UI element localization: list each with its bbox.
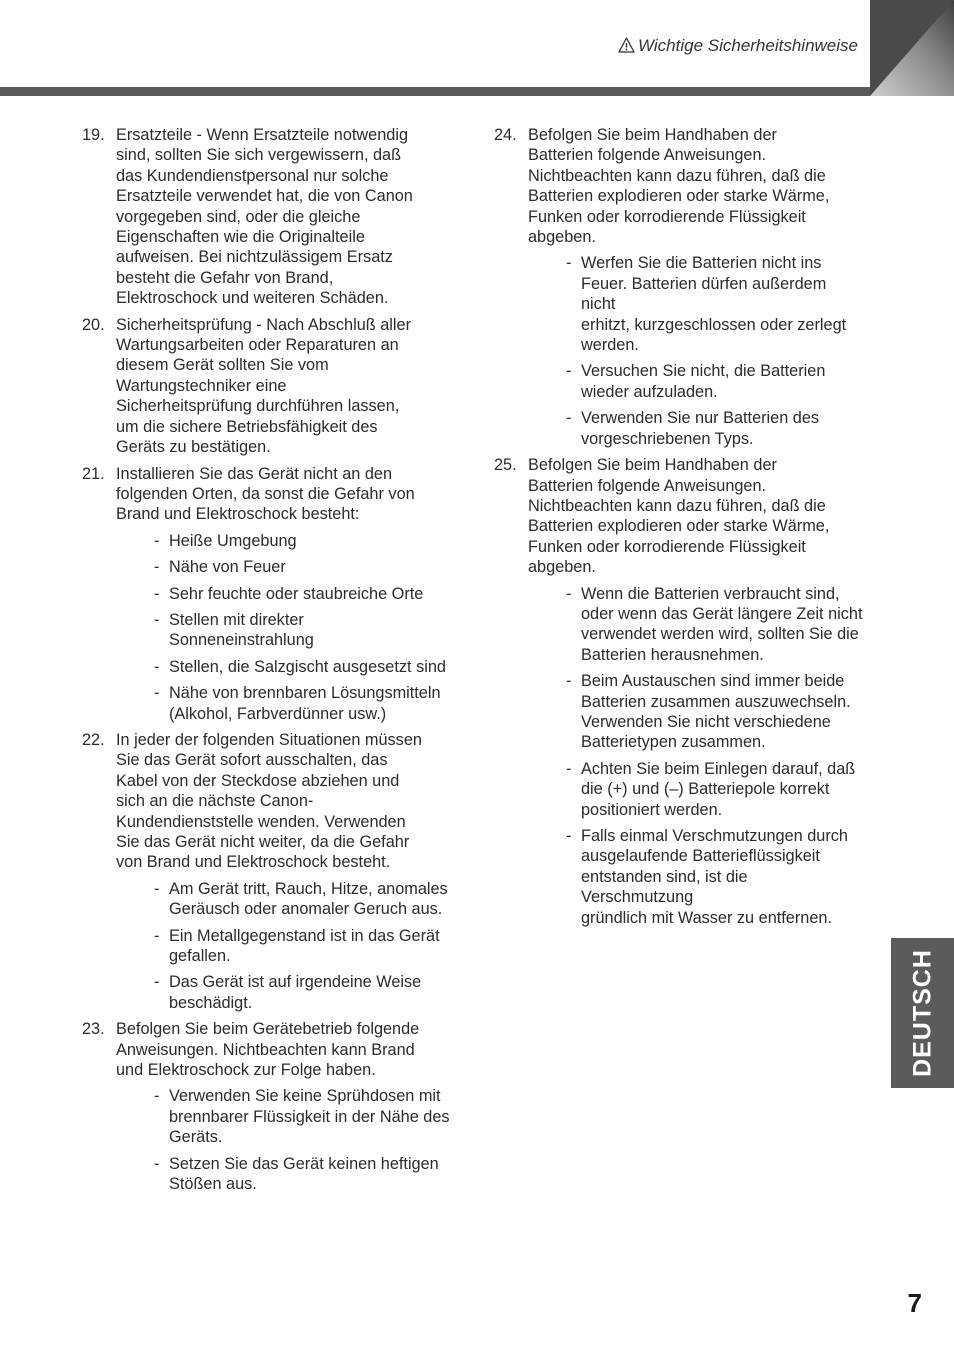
text-line: diesem Gerät sollten Sie vom (116, 356, 329, 375)
text-line: Achten Sie beim Einlegen darauf, daß (581, 759, 856, 778)
text-line: gefallen. (169, 947, 231, 966)
text-line: um die sichere Betriebsfähigkeit des (116, 417, 378, 436)
item-number: 19. (82, 126, 105, 144)
list-item (494, 125, 864, 449)
text-line: Befolgen Sie beim Gerätebetrieb folgende (116, 1020, 420, 1039)
text-line: entstanden sind, ist die Verschmutzung (581, 867, 748, 907)
text-line: wieder aufzuladen. (581, 382, 718, 401)
sub-item (528, 408, 864, 449)
text-line: das Kundendienstpersonal nur solche (116, 166, 389, 185)
bullet-dash: - (154, 926, 160, 945)
sub-item (116, 557, 452, 577)
header-rule (0, 87, 872, 96)
bullet-dash: - (154, 558, 160, 577)
language-tab (891, 938, 954, 1088)
text-line: Sicherheitsprüfung - Nach Abschluß aller (116, 315, 412, 334)
text-line: die (+) und (–) Batteriepole korrekt (581, 780, 830, 799)
text-line: Funken oder korrodierende Flüssigkeit (528, 207, 806, 226)
text-line: abgeben. (528, 228, 596, 247)
text-line: Batterietypen zusammen. (581, 733, 766, 752)
text-line: Das Gerät ist auf irgendeine Weise (169, 973, 422, 992)
text-line: Wartungsarbeiten oder Reparaturen an (116, 336, 399, 355)
sub-item (116, 1086, 452, 1147)
bullet-dash: - (566, 827, 572, 845)
text-line: Anweisungen. Nichtbeachten kann Brand (116, 1040, 415, 1059)
item-number: 24. (494, 126, 517, 144)
text-line: Batterien explodieren oder starke Wärme, (528, 187, 830, 206)
item-text (116, 125, 452, 309)
list-item (82, 315, 452, 458)
page-number: 7 (907, 1288, 922, 1318)
item-text (528, 455, 864, 577)
text-line: Installieren Sie das Gerät nicht an den (116, 464, 393, 483)
bullet-dash: - (154, 531, 160, 550)
text-line: Batterien folgende Anweisungen. (528, 146, 767, 165)
text-line: Batterien explodieren oder starke Wärme, (528, 517, 830, 536)
text-line: Stellen mit direkter Sonneneinstrahlung (169, 610, 314, 650)
text-line: Stellen, die Salzgischt ausgesetzt sind (169, 657, 446, 676)
text-line: folgenden Orten, da sonst die Gefahr von (116, 484, 415, 503)
item-text (528, 125, 864, 247)
text-line: Funken oder korrodierende Flüssigkeit (528, 537, 806, 556)
text-line: Nähe von brennbaren Lösungsmitteln (169, 684, 441, 703)
bullet-dash: - (566, 584, 572, 603)
text-line: Sicherheitsprüfung durchführen lassen, (116, 397, 400, 416)
sub-item (116, 683, 452, 724)
sub-item (116, 972, 452, 1013)
sub-item (528, 253, 864, 355)
text-line: erhitzt, kurzgeschlossen oder zerlegt (581, 315, 847, 334)
sub-item (116, 584, 452, 604)
item-number: 21. (82, 464, 105, 483)
corner-gradient-tab (870, 0, 954, 96)
list-item (82, 1019, 452, 1194)
text-line: Wenn die Batterien verbraucht sind, (581, 584, 840, 603)
text-line: besteht die Gefahr von Brand, (116, 268, 334, 287)
text-line: Ersatzteile verwendet hat, die von Canon (116, 187, 413, 206)
text-line: (Alkohol, Farbverdünner usw.) (169, 704, 387, 723)
item-text (116, 730, 452, 873)
bullet-dash: - (154, 1087, 160, 1106)
text-line: verwendet werden wird, sollten Sie die (581, 625, 859, 644)
sub-item (116, 531, 452, 551)
text-line: Brand und Elektroschock besteht: (116, 505, 360, 524)
text-line: Versuchen Sie nicht, die Batterien (581, 362, 826, 381)
text-line: vorgegeben sind, oder die gleiche (116, 207, 361, 226)
bullet-dash: - (566, 672, 572, 691)
text-line: Stößen aus. (169, 1175, 257, 1194)
item-number: 25. (494, 456, 517, 475)
text-line: brennbarer Flüssigkeit in der Nähe des (169, 1107, 450, 1126)
bullet-dash: - (154, 973, 160, 992)
text-line: Heiße Umgebung (169, 531, 297, 550)
text-line: Eigenschaften wie die Originalteile (116, 228, 365, 247)
text-line: Geräusch oder anomaler Geruch aus. (169, 900, 443, 919)
bullet-dash: - (154, 684, 160, 703)
text-line: vorgeschriebenen Typs. (581, 429, 754, 448)
text-line: Befolgen Sie beim Handhaben der (528, 126, 777, 144)
text-line: Ersatzteile - Wenn Ersatzteile notwendig (116, 126, 408, 144)
text-line: Sehr feuchte oder staubreiche Orte (169, 584, 424, 603)
text-line: In jeder der folgenden Situationen müssen (116, 730, 422, 749)
bullet-dash: - (154, 879, 160, 898)
left-column (82, 125, 452, 1201)
bullet-dash: - (154, 584, 160, 603)
item-number: 22. (82, 730, 105, 749)
bullet-dash: - (566, 254, 572, 273)
text-line: Kabel von der Steckdose abziehen und (116, 771, 400, 790)
sub-item (116, 926, 452, 967)
sub-item (116, 879, 452, 920)
text-line: sich an die nächste Canon- (116, 792, 314, 811)
sub-item (528, 361, 864, 402)
text-line: Feuer. Batterien dürfen außerdem nicht (581, 274, 827, 314)
sub-item (528, 584, 864, 666)
text-line: Verwenden Sie nicht verschiedene (581, 712, 831, 731)
item-text (116, 315, 452, 458)
text-line: Sie das Gerät sofort ausschalten, das (116, 751, 388, 770)
text-line: Elektroschock und weiteren Schäden. (116, 289, 389, 308)
text-line: ausgelaufende Batterieflüssigkeit (581, 847, 820, 866)
text-line: beschädigt. (169, 993, 253, 1012)
text-line: Setzen Sie das Gerät keinen heftigen (169, 1154, 439, 1173)
text-line: Sie das Gerät nicht weiter, da die Gefahr (116, 833, 410, 851)
bullet-dash: - (566, 409, 572, 428)
text-line: Batterien folgende Anweisungen. (528, 476, 767, 495)
text-line: Beim Austauschen sind immer beide (581, 672, 845, 691)
text-line: Wartungstechniker eine (116, 376, 287, 395)
text-line: Verwenden Sie nur Batterien des (581, 409, 820, 428)
language-tab-label: DEUTSCH (908, 949, 936, 1077)
sub-item (116, 610, 452, 651)
text-line: Geräts zu bestätigen. (116, 438, 271, 457)
bullet-dash: - (154, 657, 160, 676)
text-line: Batterien herausnehmen. (581, 645, 764, 664)
text-line: und Elektroschock zur Folge haben. (116, 1061, 376, 1080)
text-line: sind, sollten Sie sich vergewissern, daß (116, 146, 402, 165)
text-line: Nähe von Feuer (169, 558, 286, 577)
text-line: von Brand und Elektroschock besteht. (116, 853, 391, 872)
text-line: Ein Metallgegenstand ist in das Gerät (169, 926, 440, 945)
text-line: Nichtbeachten kann dazu führen, daß die (528, 166, 826, 185)
text-line: werden. (581, 336, 639, 355)
sub-item (116, 657, 452, 677)
list-item (494, 455, 864, 928)
sub-item (528, 759, 864, 820)
list-item (82, 464, 452, 724)
sub-item (528, 671, 864, 753)
right-column (494, 125, 864, 934)
text-line: Nichtbeachten kann dazu führen, daß die (528, 496, 826, 515)
item-text (116, 464, 452, 525)
text-line: Befolgen Sie beim Handhaben der (528, 456, 777, 475)
item-number: 20. (82, 315, 105, 334)
text-line: Geräts. (169, 1128, 223, 1147)
text-line: Verwenden Sie keine Sprühdosen mit (169, 1087, 441, 1106)
bullet-dash: - (154, 1154, 160, 1173)
bullet-dash: - (566, 362, 572, 381)
text-line: oder wenn das Gerät längere Zeit nicht (581, 604, 863, 623)
warning-triangle-icon (618, 37, 635, 53)
text-line: Batterien zusammen auszuwechseln. (581, 692, 851, 711)
sub-item (528, 826, 864, 928)
text-line: positioniert werden. (581, 800, 723, 819)
list-item (82, 125, 452, 309)
sub-item (116, 1154, 452, 1195)
item-text (116, 1019, 452, 1080)
text-line: Am Gerät tritt, Rauch, Hitze, anomales (169, 879, 448, 898)
bullet-dash: - (154, 610, 160, 629)
text-line: gründlich mit Wasser zu entfernen. (581, 908, 832, 927)
text-line: abgeben. (528, 558, 596, 577)
list-item (82, 730, 452, 1013)
text-line: Kundendienststelle wenden. Verwenden (116, 812, 406, 831)
bullet-dash: - (566, 759, 572, 778)
header-title: Wichtige Sicherheitshinweise (637, 36, 858, 55)
page-header (618, 36, 858, 56)
item-number: 23. (82, 1020, 105, 1039)
text-line: aufweisen. Bei nichtzulässigem Ersatz (116, 248, 393, 267)
text-line: Falls einmal Verschmutzungen durch (581, 827, 848, 845)
text-line: Werfen Sie die Batterien nicht ins (581, 254, 822, 273)
